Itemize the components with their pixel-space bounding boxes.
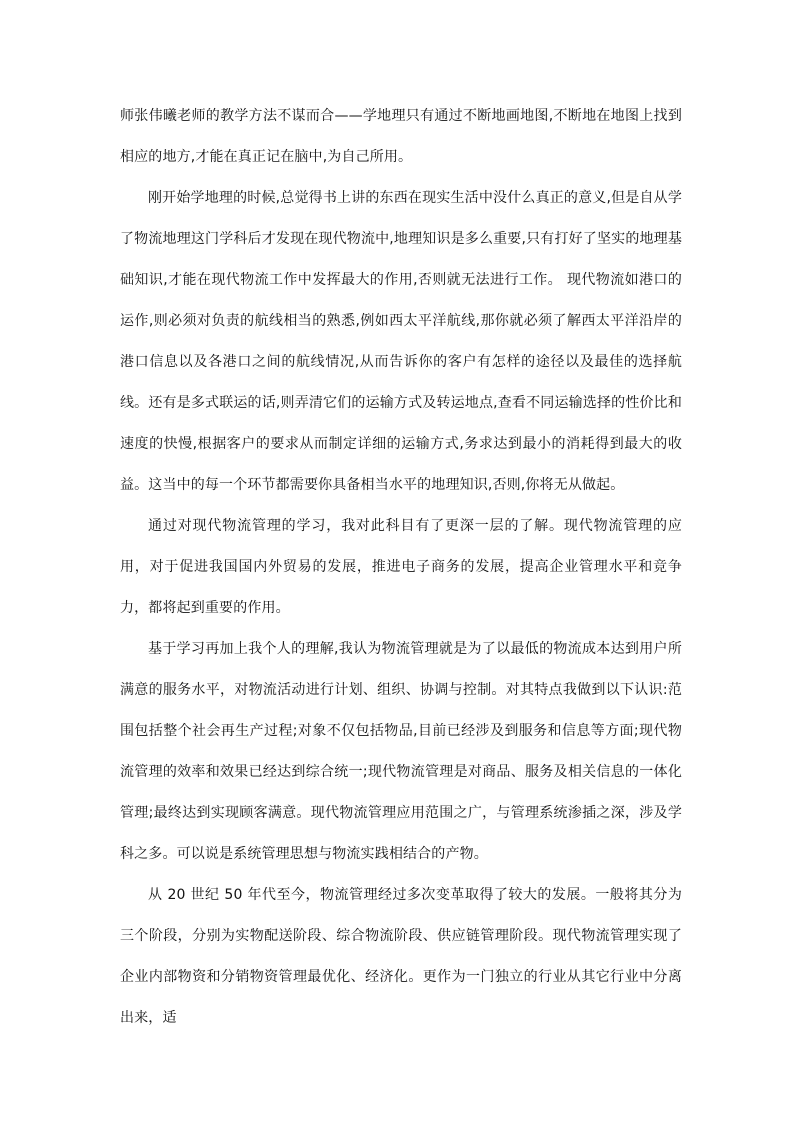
paragraph-logistics-understanding: 基于学习再加上我个人的理解,我认为物流管理就是为了以最低的物流成本达到用户所满意的服务水平，对物流活动进行计划、组织、协调与控制。对其特点我做到以下认识:范围包括整个社会再生产过程;对象不仅包括物品,目前已经涉及到服务和信息等方面;现代物流管理的效率和效果已经达到综合统一;现代物流管理是对商品、服务及相关信息的一体化管理;最终达到实现顾客满意。现代物流管理应用范围之广，与管理系统渗插之深，涉及学科之多。可以说是系统管理思想与物流实践相结合的产物。 bbox=[120, 641, 682, 862]
paragraph-geography-importance: 刚开始学地理的时候,总觉得书上讲的东西在现实生活中没什么真正的意义,但是自从学了物流地理这门学科后才发现在现代物流中,地理知识是多么重要,只有打好了坚实的地理基础知识,才能在现代物流工作中发挥最大的作用,否则就无法进行工作。 现代物流如港口的运作,则必须对负责的航线相当的熟悉,例如西太平洋航线,那你就必须了解西太平洋沿岸的港口信息以及各港口之间的航线情况,从而告诉你的客户有怎样的途径以及最佳的选择航线。还有是多式联运的话,则弄清它们的运输方式及转运地点,查看不同运输选择的性价比和速度的快慢,根据客户的要求从而制定详细的运输方式,务求达到最小的消耗得到最大的收益。这当中的每一个环节都需要你具备相当水平的地理知识,否则,你将无从做起。 bbox=[120, 190, 682, 493]
paragraph-continuation: 师张伟曦老师的教学方法不谋而合——学地理只有通过不断地画地图,不断地在地图上找到相应的地方,才能在真正记在脑中,为自己所用。 bbox=[120, 108, 682, 165]
document-body bbox=[120, 96, 682, 1039]
paragraph-logistics-learning: 通过对现代物流管理的学习，我对此科目有了更深一层的了解。现代物流管理的应用，对于促进我国国内外贸易的发展，推进电子商务的发展，提高企业管理水平和竞争力，都将起到重要的作用。 bbox=[120, 518, 682, 616]
paragraph-logistics-history: 从 20 世纪 50 年代至今，物流管理经过多次变革取得了较大的发展。一般将其分为三个阶段，分别为实物配送阶段、综合物流阶段、供应链管理阶段。现代物流管理实现了企业内部物资和分销物资管理最优化、经济化。更作为一门独立的行业从其它行业中分离出来，适 bbox=[120, 887, 682, 1026]
